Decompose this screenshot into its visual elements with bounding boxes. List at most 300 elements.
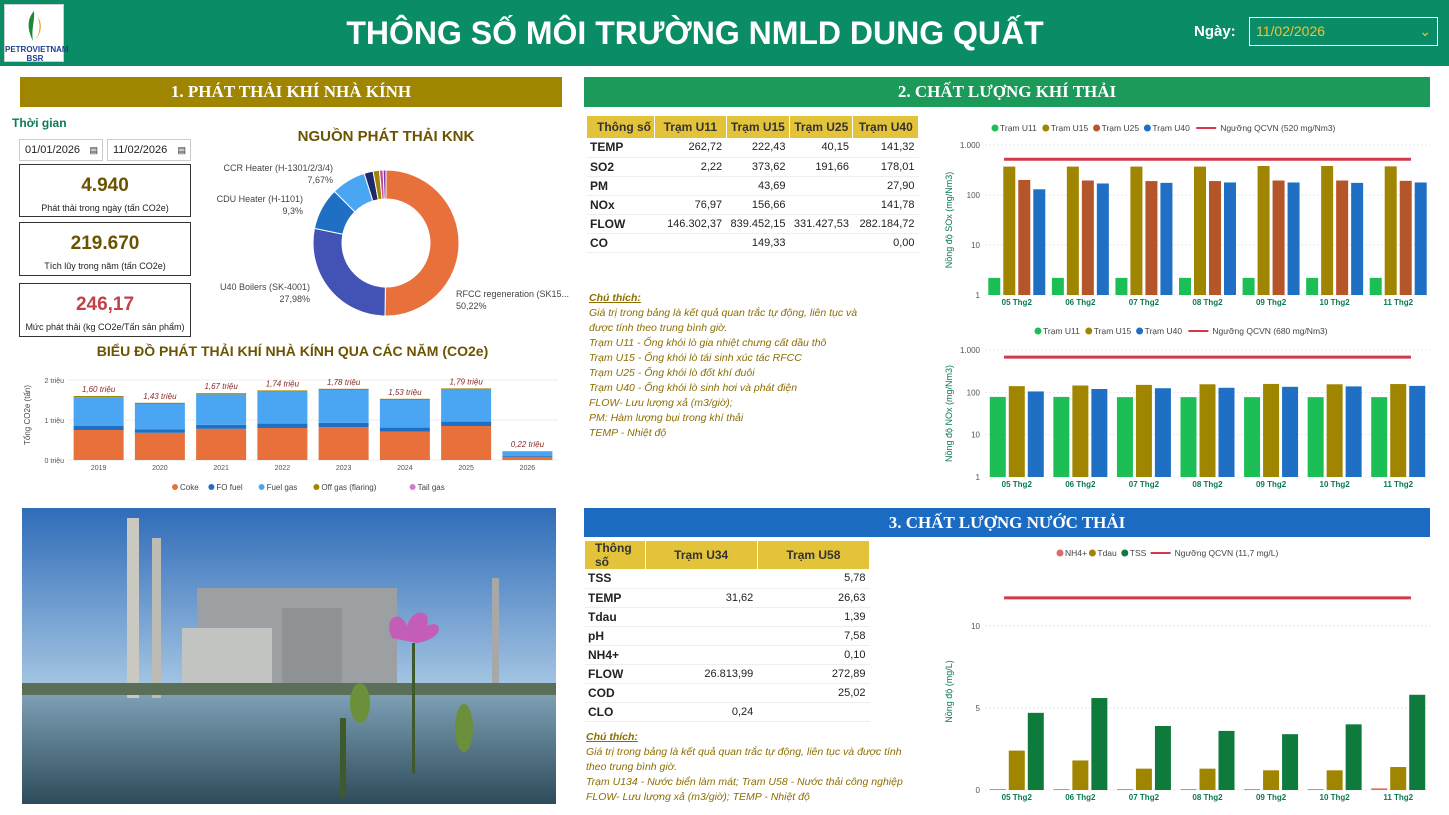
table-row: [587, 214, 919, 233]
table-cell: [645, 645, 757, 664]
kpi-daily-emission: [19, 164, 191, 217]
table-cell: 156,66: [726, 195, 789, 214]
table-cell: TSS: [585, 569, 645, 588]
bar-segment[interactable]: [74, 426, 124, 430]
bar-segment[interactable]: [196, 425, 246, 429]
table-row: [585, 683, 870, 702]
donut-pct: 50,22%: [456, 301, 487, 311]
bar-segment[interactable]: [257, 390, 307, 391]
y-axis-label: Nồng độ (mg/L): [944, 660, 954, 723]
notes-title: Chú thích:: [586, 731, 638, 743]
legend-label[interactable]: Ngưỡng QCVN (11,7 mg/L): [1174, 548, 1279, 558]
legend-label[interactable]: Coke: [180, 483, 199, 492]
bar-segment[interactable]: [196, 394, 246, 424]
bar-segment[interactable]: [135, 429, 185, 433]
refinery-photo: [22, 508, 556, 804]
legend-label[interactable]: Off gas (flaring): [321, 483, 377, 492]
water_table-header[interactable]: Thông số: [585, 541, 645, 569]
bar[interactable]: [1052, 278, 1064, 295]
legend-label[interactable]: FO fuel: [216, 483, 243, 492]
table-cell: [655, 176, 727, 195]
table-cell: [790, 195, 853, 214]
donut-label: RFCC regeneration (SK15...: [456, 289, 570, 299]
bar[interactable]: [1336, 180, 1348, 295]
date-label: Ngày:: [1194, 23, 1236, 40]
kpi-yearly-emission: [19, 222, 191, 276]
date-from-value: 01/01/2026: [25, 144, 81, 156]
table-cell: 0,00: [853, 233, 919, 252]
note-line: Trạm U25 - Ống khói lò đốt khí đuôi: [589, 367, 755, 379]
date-dropdown-value: 11/02/2026: [1256, 23, 1326, 39]
bar[interactable]: [1009, 751, 1025, 790]
bar[interactable]: [1130, 167, 1142, 295]
table-cell: 40,15: [790, 138, 853, 157]
ghg-source-donut: [200, 148, 580, 323]
bar[interactable]: [1115, 278, 1127, 295]
note-line: FLOW- Lưu lượng xả (m3/giờ); TEMP - Nhiệt độ: [586, 791, 810, 803]
kpi-value: 219.670: [70, 233, 140, 254]
table-cell: 27,90: [853, 176, 919, 195]
legend-label[interactable]: Fuel gas: [266, 483, 298, 492]
bar[interactable]: [1224, 182, 1236, 295]
y-tick-label: 0 triệu: [44, 458, 64, 465]
section-ghg-banner: 1. PHÁT THẢI KHÍ NHÀ KÍNH: [20, 77, 562, 107]
bar-segment[interactable]: [502, 457, 552, 460]
note-line: Giá trị trong bảng là kết quả quan trắc tự động, liên tục và được tính: [586, 746, 902, 758]
bar-segment[interactable]: [319, 427, 369, 460]
bar[interactable]: [1160, 183, 1172, 295]
bar-total-label: 1,67 triệu: [204, 382, 238, 392]
bar-segment[interactable]: [257, 428, 307, 460]
legend-label[interactable]: Trạm U25: [1101, 123, 1140, 133]
note-line: Giá trị trong bảng là kết quả quan trắc tự động, liên tục và: [589, 307, 858, 319]
legend-marker: [1093, 125, 1100, 132]
x-tick-label: 2022: [274, 465, 291, 472]
table-cell: 839.452,15: [726, 214, 789, 233]
air_table-header[interactable]: Trạm U40: [853, 116, 919, 138]
bar-segment[interactable]: [319, 423, 369, 427]
bar[interactable]: [1390, 384, 1406, 477]
table-cell: [655, 233, 727, 252]
table-cell: 76,97: [655, 195, 727, 214]
table-cell: SO2: [587, 157, 655, 176]
logo-line2: BSR: [26, 54, 44, 63]
bar[interactable]: [1415, 182, 1427, 295]
table-cell: 2,22: [655, 157, 727, 176]
kpi-value: 246,17: [75, 294, 135, 315]
note-line: PM: Hàm lượng bụi trong khí thải: [589, 412, 744, 424]
section-air-banner: 2. CHẤT LƯỢNG KHÍ THẢI: [584, 77, 1430, 107]
bar-total-label: 1,53 triệu: [388, 387, 422, 397]
x-tick-label: 2020: [152, 465, 168, 472]
air_table-header[interactable]: Trạm U25: [790, 116, 853, 138]
bar[interactable]: [1409, 695, 1425, 790]
bar[interactable]: [1308, 789, 1324, 790]
water-notes: [586, 730, 926, 805]
bar[interactable]: [1219, 731, 1235, 790]
calendar-icon[interactable]: ▤: [89, 145, 98, 155]
x-tick-label: 11 Thg2: [1383, 480, 1414, 489]
table-cell: 43,69: [726, 176, 789, 195]
table-cell: 146.302,37: [655, 214, 727, 233]
bar[interactable]: [1181, 789, 1197, 790]
table-cell: 222,43: [726, 138, 789, 157]
bar[interactable]: [1117, 397, 1133, 477]
bar[interactable]: [1091, 698, 1107, 790]
legend-marker: [172, 484, 178, 490]
table-cell: NH4+: [585, 645, 645, 664]
bar-segment[interactable]: [135, 403, 185, 404]
bar[interactable]: [1194, 167, 1206, 295]
table-cell: 25,02: [757, 683, 869, 702]
x-tick-label: 2023: [335, 465, 352, 472]
table-cell: [645, 607, 757, 626]
bar[interactable]: [1072, 760, 1088, 790]
x-tick-label: 05 Thg2: [1001, 298, 1032, 307]
bar[interactable]: [1263, 770, 1279, 790]
bar[interactable]: [1155, 388, 1171, 477]
x-tick-label: 2021: [213, 465, 229, 472]
legend-label[interactable]: Trạm U11: [1043, 326, 1080, 336]
bar[interactable]: [1308, 397, 1324, 477]
bar[interactable]: [1390, 767, 1406, 790]
x-tick-label: 10 Thg2: [1319, 793, 1350, 802]
y-tick-label: 1.000: [959, 141, 980, 150]
y-tick-label: 10: [971, 430, 980, 440]
y-tick-label: 2 triệu: [44, 378, 64, 385]
x-tick-label: 2025: [458, 465, 474, 472]
table-row: [587, 233, 919, 252]
bar[interactable]: [1033, 189, 1045, 295]
bar-total-label: 1,74 triệu: [265, 379, 300, 389]
bar-segment[interactable]: [319, 389, 369, 390]
bar[interactable]: [1288, 182, 1300, 295]
table-cell: 0,24: [645, 702, 757, 721]
table-cell: 26,63: [757, 588, 869, 607]
bar-total-label: 1,60 triệu: [81, 385, 116, 394]
bar[interactable]: [1327, 770, 1343, 790]
bar[interactable]: [1282, 734, 1298, 790]
legend-label[interactable]: Trạm U15: [1050, 123, 1089, 133]
bar[interactable]: [1282, 387, 1298, 477]
table-cell: [645, 683, 757, 702]
date-from-input[interactable]: [19, 139, 103, 161]
table-cell: FLOW: [587, 214, 655, 233]
table-cell: 0,10: [757, 645, 869, 664]
bar-segment[interactable]: [196, 393, 246, 394]
donut-label: CDU Heater (H-1101): [216, 194, 303, 204]
bar-segment[interactable]: [135, 433, 185, 460]
x-tick-label: 2026: [519, 465, 536, 472]
legend-label[interactable]: Trạm U15: [1093, 326, 1132, 336]
bar-segment[interactable]: [380, 432, 430, 460]
legend-marker: [992, 125, 999, 132]
legend-label[interactable]: Trạm U11: [1000, 123, 1037, 133]
table-row: [585, 626, 870, 645]
bar[interactable]: [1200, 769, 1216, 790]
legend-marker: [259, 484, 265, 490]
y-tick-label: 1: [975, 291, 980, 300]
bar[interactable]: [1155, 726, 1171, 790]
legend-marker: [313, 484, 319, 490]
table-cell: CLO: [585, 702, 645, 721]
bar[interactable]: [1346, 386, 1362, 477]
calendar-icon[interactable]: ▤: [177, 145, 186, 155]
bar[interactable]: [1327, 384, 1343, 477]
bar[interactable]: [1243, 278, 1255, 295]
x-tick-label: 09 Thg2: [1255, 793, 1287, 802]
legend-marker: [410, 484, 416, 490]
bar-segment[interactable]: [380, 400, 430, 428]
bar-segment[interactable]: [441, 388, 491, 389]
bar[interactable]: [1003, 167, 1015, 295]
table-cell: 141,32: [853, 138, 919, 157]
bar[interactable]: [1209, 181, 1221, 295]
table-row: [585, 645, 870, 664]
bar[interactable]: [1371, 788, 1387, 790]
water-quality-table: [585, 541, 870, 722]
bar[interactable]: [1306, 278, 1318, 295]
bar-segment[interactable]: [74, 397, 124, 426]
bar-segment[interactable]: [441, 422, 491, 426]
table-cell: pH: [585, 626, 645, 645]
donut-pct: 9,3%: [282, 206, 303, 216]
kpi-label: Mức phát thải (kg CO2e/Tấn sản phẩm): [25, 322, 185, 332]
bar[interactable]: [1409, 386, 1425, 477]
bar[interactable]: [1179, 278, 1191, 295]
bar[interactable]: [1067, 167, 1079, 295]
water_table-header[interactable]: Trạm U34: [645, 541, 757, 569]
x-tick-label: 07 Thg2: [1128, 480, 1160, 489]
annual-emission-chart: [20, 365, 565, 495]
bar[interactable]: [1097, 183, 1109, 295]
x-tick-label: 05 Thg2: [1001, 793, 1032, 802]
note-line: Trạm U11 - Ống khói lò gia nhiệt chưng cất dầu thô: [589, 337, 827, 349]
donut-slice[interactable]: [385, 170, 459, 316]
bar-segment[interactable]: [380, 428, 430, 432]
bar[interactable]: [1028, 391, 1044, 477]
bar[interactable]: [1136, 385, 1152, 477]
x-tick-label: 08 Thg2: [1192, 793, 1223, 802]
x-tick-label: 10 Thg2: [1319, 480, 1350, 489]
x-tick-label: 07 Thg2: [1128, 793, 1160, 802]
donut-slice[interactable]: [313, 228, 385, 316]
table-row: [587, 195, 919, 214]
bar-segment[interactable]: [502, 456, 552, 457]
bar-segment[interactable]: [502, 452, 552, 456]
bar[interactable]: [1263, 384, 1279, 477]
table-cell: CO: [587, 233, 655, 252]
legend-marker: [1089, 550, 1096, 557]
bar[interactable]: [1351, 183, 1363, 295]
legend-label[interactable]: Trạm U40: [1152, 123, 1190, 133]
note-line: theo trung bình giờ.: [586, 761, 677, 773]
table-cell: COD: [585, 683, 645, 702]
air_table-header[interactable]: Trạm U15: [726, 116, 789, 138]
legend-label[interactable]: TSS: [1129, 548, 1147, 558]
air-quality-table: [587, 116, 919, 253]
table-cell: TEMP: [587, 138, 655, 157]
kpi-value: 4.940: [81, 175, 129, 196]
donut-pct: 7,67%: [307, 175, 333, 185]
air-notes: [589, 291, 919, 441]
bar[interactable]: [1200, 384, 1216, 477]
chevron-down-icon[interactable]: ⌄: [1419, 23, 1431, 39]
x-tick-label: 06 Thg2: [1065, 298, 1096, 307]
bar[interactable]: [1053, 789, 1069, 790]
x-tick-label: 11 Thg2: [1383, 793, 1414, 802]
y-tick-label: 1.000: [959, 346, 980, 355]
legend-marker: [1136, 328, 1143, 335]
bar[interactable]: [1346, 724, 1362, 790]
bar[interactable]: [1181, 397, 1197, 477]
table-cell: 373,62: [726, 157, 789, 176]
legend-marker: [1085, 328, 1092, 335]
bar[interactable]: [1053, 397, 1069, 477]
x-tick-label: 10 Thg2: [1319, 298, 1350, 307]
y-tick-label: 10: [971, 621, 980, 631]
bar[interactable]: [1244, 397, 1260, 477]
kpi-emission-intensity: [19, 283, 191, 337]
table-cell: 262,72: [655, 138, 727, 157]
bar[interactable]: [1136, 769, 1152, 790]
legend-label[interactable]: Tail gas: [417, 483, 445, 492]
bar-segment[interactable]: [74, 396, 124, 397]
bar-segment[interactable]: [74, 430, 124, 460]
bar[interactable]: [1385, 166, 1397, 295]
bar[interactable]: [1009, 386, 1025, 477]
bar[interactable]: [1370, 278, 1382, 295]
table-cell: [790, 233, 853, 252]
bar-segment[interactable]: [196, 429, 246, 460]
date-to-input[interactable]: [107, 139, 191, 161]
air_table-header[interactable]: Trạm U11: [655, 116, 727, 138]
table-cell: 282.184,72: [853, 214, 919, 233]
legend-marker: [1144, 125, 1151, 132]
legend-label[interactable]: Ngưỡng QCVN (680 mg/Nm3): [1212, 326, 1328, 336]
table-cell: 31,62: [645, 588, 757, 607]
note-line: Trạm U134 - Nước biển làm mát; Trạm U58 - Nước thải công nghiệp: [586, 776, 903, 788]
y-axis-label: Tổng CO2e (tấn): [23, 384, 32, 446]
legend-marker: [1035, 328, 1042, 335]
table-cell: [757, 702, 869, 721]
x-tick-label: 11 Thg2: [1383, 298, 1414, 307]
bar[interactable]: [1321, 166, 1333, 295]
table-row: [587, 157, 919, 176]
y-tick-label: 10: [971, 241, 980, 250]
table-cell: PM: [587, 176, 655, 195]
note-line: Trạm U15 - Ống khói lò tái sinh xúc tác RFCC: [589, 352, 802, 364]
legend-label[interactable]: Trạm U40: [1144, 326, 1183, 336]
y-tick-label: 100: [966, 388, 980, 398]
bar[interactable]: [1091, 389, 1107, 477]
bar[interactable]: [1145, 181, 1157, 295]
note-line: TEMP - Nhiệt độ: [589, 427, 667, 439]
x-tick-label: 09 Thg2: [1255, 480, 1287, 489]
bar[interactable]: [1400, 181, 1412, 295]
bar-segment[interactable]: [441, 390, 491, 422]
table-cell: 149,33: [726, 233, 789, 252]
logo-line1: PETROVIETNAM: [5, 45, 69, 54]
bar[interactable]: [1018, 180, 1030, 295]
table-cell: 178,01: [853, 157, 919, 176]
bar[interactable]: [1028, 713, 1044, 790]
bar[interactable]: [1273, 180, 1285, 295]
x-tick-label: 08 Thg2: [1192, 480, 1223, 489]
table-row: [587, 138, 919, 157]
table-row: [585, 607, 870, 626]
kpi-label: Tích lũy trong năm (tấn CO2e): [44, 261, 166, 271]
bar-segment[interactable]: [257, 424, 307, 428]
table-cell: 331.427,53: [790, 214, 853, 233]
x-tick-label: 06 Thg2: [1065, 480, 1096, 489]
bar-total-label: 1,43 triệu: [143, 391, 177, 401]
bar[interactable]: [1219, 388, 1235, 477]
legend-label[interactable]: NH4+: [1065, 548, 1087, 558]
air_table-header[interactable]: Thông số: [587, 116, 655, 138]
table-cell: NOx: [587, 195, 655, 214]
x-tick-label: 07 Thg2: [1128, 298, 1160, 307]
y-tick-label: 100: [966, 191, 980, 200]
donut-label: CCR Heater (H-1301/2/3/4): [223, 163, 333, 173]
bar[interactable]: [1117, 789, 1133, 790]
table-cell: [790, 176, 853, 195]
annual-chart-title: BIỂU ĐỒ PHÁT THẢI KHÍ NHÀ KÍNH QUA CÁC NĂM (CO2e): [96, 343, 489, 359]
table-cell: FLOW: [585, 664, 645, 683]
date-dropdown[interactable]: [1249, 17, 1438, 46]
note-line: được tính theo trung bình giờ.: [589, 322, 728, 334]
x-tick-label: 08 Thg2: [1192, 298, 1223, 307]
table-cell: [645, 626, 757, 645]
time-filter-label: Thời gian: [12, 116, 67, 130]
bar-total-label: 1,79 triệu: [449, 377, 483, 387]
bar-segment[interactable]: [257, 392, 307, 424]
bar[interactable]: [1244, 789, 1260, 790]
bar-segment[interactable]: [135, 404, 185, 429]
bar[interactable]: [988, 278, 1000, 295]
table-cell: TEMP: [585, 588, 645, 607]
bar[interactable]: [1371, 397, 1387, 477]
x-tick-label: 06 Thg2: [1065, 793, 1096, 802]
bar[interactable]: [1258, 166, 1270, 295]
table-cell: 26.813,99: [645, 664, 757, 683]
bar-segment[interactable]: [319, 390, 369, 423]
x-tick-label: 05 Thg2: [1001, 480, 1032, 489]
page-title: THÔNG SỐ MÔI TRƯỜNG NMLD DUNG QUẤT: [346, 15, 1044, 51]
table-row: [587, 176, 919, 195]
water_table-header[interactable]: Trạm U58: [757, 541, 869, 569]
bar[interactable]: [1082, 180, 1094, 295]
table-row: [585, 702, 870, 721]
section-water-banner: 3. CHẤT LƯỢNG NƯỚC THẢI: [584, 508, 1430, 537]
table-row: [585, 588, 870, 607]
legend-marker: [1057, 550, 1064, 557]
table-cell: 1,39: [757, 607, 869, 626]
legend-label[interactable]: Tdau: [1097, 548, 1117, 558]
bar[interactable]: [1072, 386, 1088, 477]
table-cell: Tdau: [585, 607, 645, 626]
bar-segment[interactable]: [441, 426, 491, 460]
bar[interactable]: [990, 789, 1006, 790]
bar-total-label: 0,22 triệu: [510, 440, 545, 450]
bar[interactable]: [990, 397, 1006, 477]
table-cell: 191,66: [790, 157, 853, 176]
table-cell: 141,78: [853, 195, 919, 214]
table-cell: 7,58: [757, 626, 869, 645]
bar-total-label: 1,78 triệu: [326, 377, 361, 387]
bar-segment[interactable]: [380, 399, 430, 400]
legend-label[interactable]: Ngưỡng QCVN (520 mg/Nm3): [1220, 123, 1336, 133]
